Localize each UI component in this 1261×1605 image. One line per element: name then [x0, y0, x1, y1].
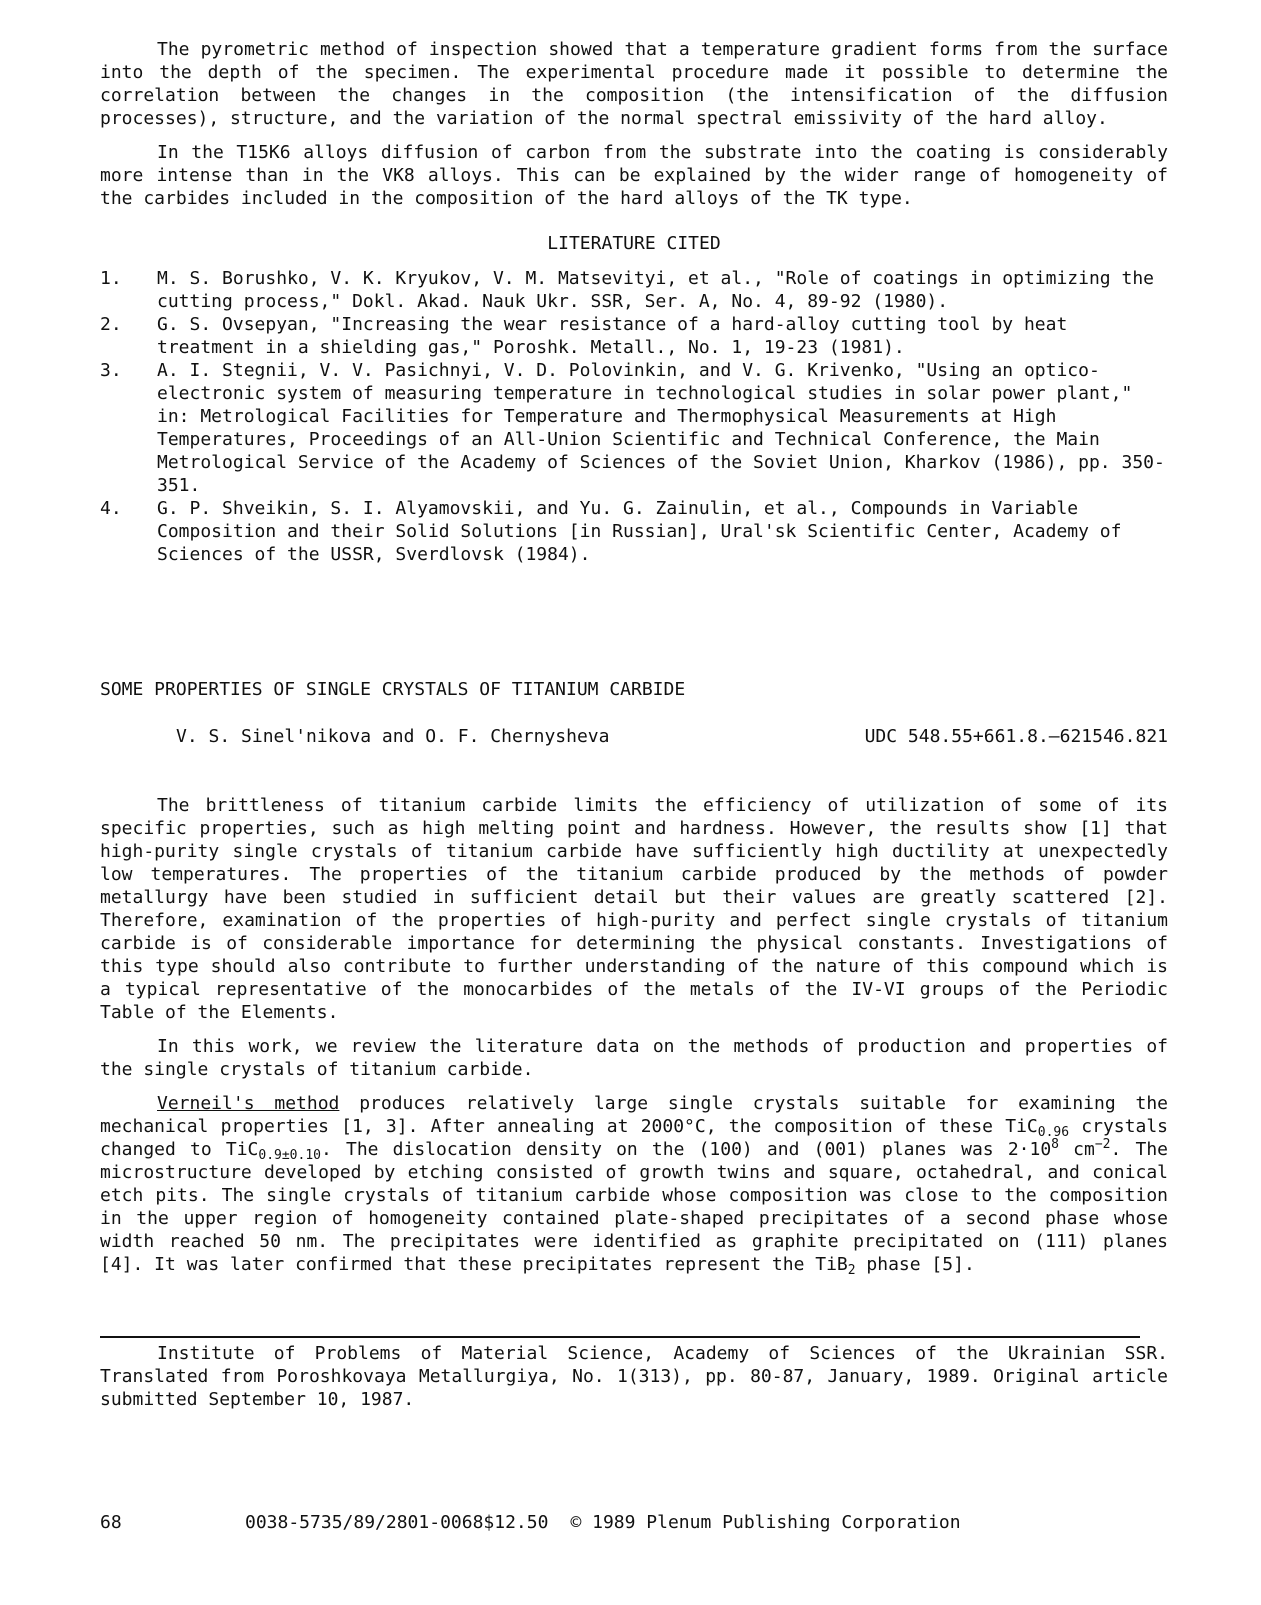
reference-text: G. P. Shveikin, S. I. Alyamovskii, and Yu. G. Zainulin, et al., Compounds in Variable Composition and their Solid Solutions [in Russian], Ural'sk Scientific Center, Academy of Sciences of the USSR, Sverdlovsk (1984).	[157, 498, 1122, 565]
reference-text: M. S. Borushko, V. K. Kryukov, V. M. Matsevityi, et al., "Role of coatings in optimizing the cutting process," Dokl. Akad. Nauk Ukr. SSR, Ser. A, No. 4, 89-92 (1980).	[157, 268, 1154, 312]
page-footer	[100, 1511, 1168, 1534]
reference-number: 4.	[100, 498, 122, 519]
reference-item	[100, 313, 1168, 359]
udc-code: UDC 548.55+661.8.—621546.821	[864, 726, 1168, 747]
article-body	[100, 794, 1168, 1276]
article-paragraph-3	[100, 1092, 1168, 1276]
article-byline	[100, 725, 1168, 748]
page-content	[100, 38, 1168, 1411]
intro-paragraph-1: The pyrometric method of inspection showed that a temperature gradient forms from the surface into the depth of the specimen. The experimental procedure made it possible to determine the correlation between the changes in the composition (the intensification of the diffusion processes), structure, and the variation of the normal spectral emissivity of the hard alloy.	[100, 39, 1168, 129]
reference-number: 1.	[100, 268, 122, 289]
reference-list	[100, 267, 1168, 566]
subscript: 0.9±0.10	[258, 1148, 321, 1163]
reference-text: A. I. Stegnii, V. V. Pasichnyi, V. D. Polovinkin, and V. G. Krivenko, "Using an optico-electronic system of measuring temperature in technological studies in solar power plant," in: Metrological Facilities for Temperature and Thermophysical Measurements at High Temperatures, Proceedings of an All-Union Scientific and Technical Conference, the Main Metrological Service of the Academy of Sciences of the Soviet Union, Kharkov (1986), pp. 350-351.	[157, 360, 1165, 496]
article-paragraph-2: In this work, we review the literature data on the methods of production and properties of the single crystals of titanium carbide.	[100, 1036, 1168, 1080]
subscript: 2	[847, 1263, 856, 1278]
paragraph-text: . The dislocation density on the (100) and (001) planes was 2·10	[321, 1139, 1052, 1160]
superscript: 8	[1051, 1137, 1059, 1152]
reference-number: 3.	[100, 360, 122, 381]
paragraph-text: crystals changed to TiC	[100, 1116, 1168, 1160]
reference-number: 2.	[100, 314, 122, 335]
intro-paragraph-2: In the T15K6 alloys diffusion of carbon from the substrate into the coating is considerably more intense than in the VK8 alloys. This can be explained by the wider range of homogeneity of the carbides included in the composition of the hard alloys of the TK type.	[100, 142, 1168, 209]
superscript: −2	[1094, 1137, 1111, 1152]
verneil-method-term: Verneil's method	[157, 1093, 340, 1114]
subscript: 0.96	[1037, 1125, 1070, 1140]
reference-item	[100, 359, 1168, 497]
article-paragraph-1: The brittleness of titanium carbide limits the efficiency of utilization of some of its specific properties, such as high melting point and hardness. However, the results show [1] that high-purity single crystals of titanium carbide have sufficiently high ductility at unexpectedly low temperatures. The properties of the titanium carbide produced by the methods of powder metallurgy have been studied in sufficient detail but their values are greatly scattered [2]. Therefore, examination of the properties of high-purity and perfect single crystals of titanium carbide is of considerable importance for determining the physical constants. Investigations of this type should also contribute to further understanding of the nature of this compound which is a typical representative of the monocarbides of the metals of the IV-VI groups of the Periodic Table of the Elements.	[100, 795, 1168, 1023]
page-number: 68	[100, 1512, 122, 1533]
paragraph-text: . The microstructure developed by etching consisted of growth twins and square, octahedral, and conical etch pits. The single crystals of titanium carbide whose composition was close to the composition in the upper region of homogeneity contained plate-shaped precipitates of a second phase whose width reached 50 nm. The precipitates were identified as graphite precipitated on (111) planes [4]. It was later confirmed that these precipitates represent the TiB	[100, 1139, 1169, 1275]
reference-item	[100, 267, 1168, 313]
article-title: SOME PROPERTIES OF SINGLE CRYSTALS OF TITANIUM CARBIDE	[100, 679, 686, 700]
reference-text: G. S. Ovsepyan, "Increasing the wear resistance of a hard-alloy cutting tool by heat treatment in a shielding gas," Poroshk. Metall., No. 1, 19-23 (1981).	[157, 314, 1068, 358]
paragraph-text: phase [5].	[855, 1254, 975, 1275]
footnote: Institute of Problems of Material Science, Academy of Sciences of the Ukrainian SSR. Translated from Poroshkovaya Metallurgiya, No. 1(313), pp. 80-87, January, 1989. Original article submitted September 10, 1987.	[100, 1343, 1168, 1410]
literature-heading: LITERATURE CITED	[547, 233, 721, 254]
copyright-notice: © 1989 Plenum Publishing Corporation	[570, 1512, 961, 1533]
article-authors: V. S. Sinel'nikova and O. F. Chernysheva	[176, 726, 610, 747]
paragraph-text: produces relatively large single crystals suitable for examining the mechanical properties [1, 3]. After annealing at 2000°C, the composition of these TiC	[100, 1093, 1169, 1137]
paragraph-text: cm	[1059, 1139, 1095, 1160]
publication-code: 0038-5735/89/2801-0068$12.50	[245, 1512, 549, 1533]
reference-item	[100, 497, 1168, 566]
footnote-divider	[100, 1336, 1140, 1338]
